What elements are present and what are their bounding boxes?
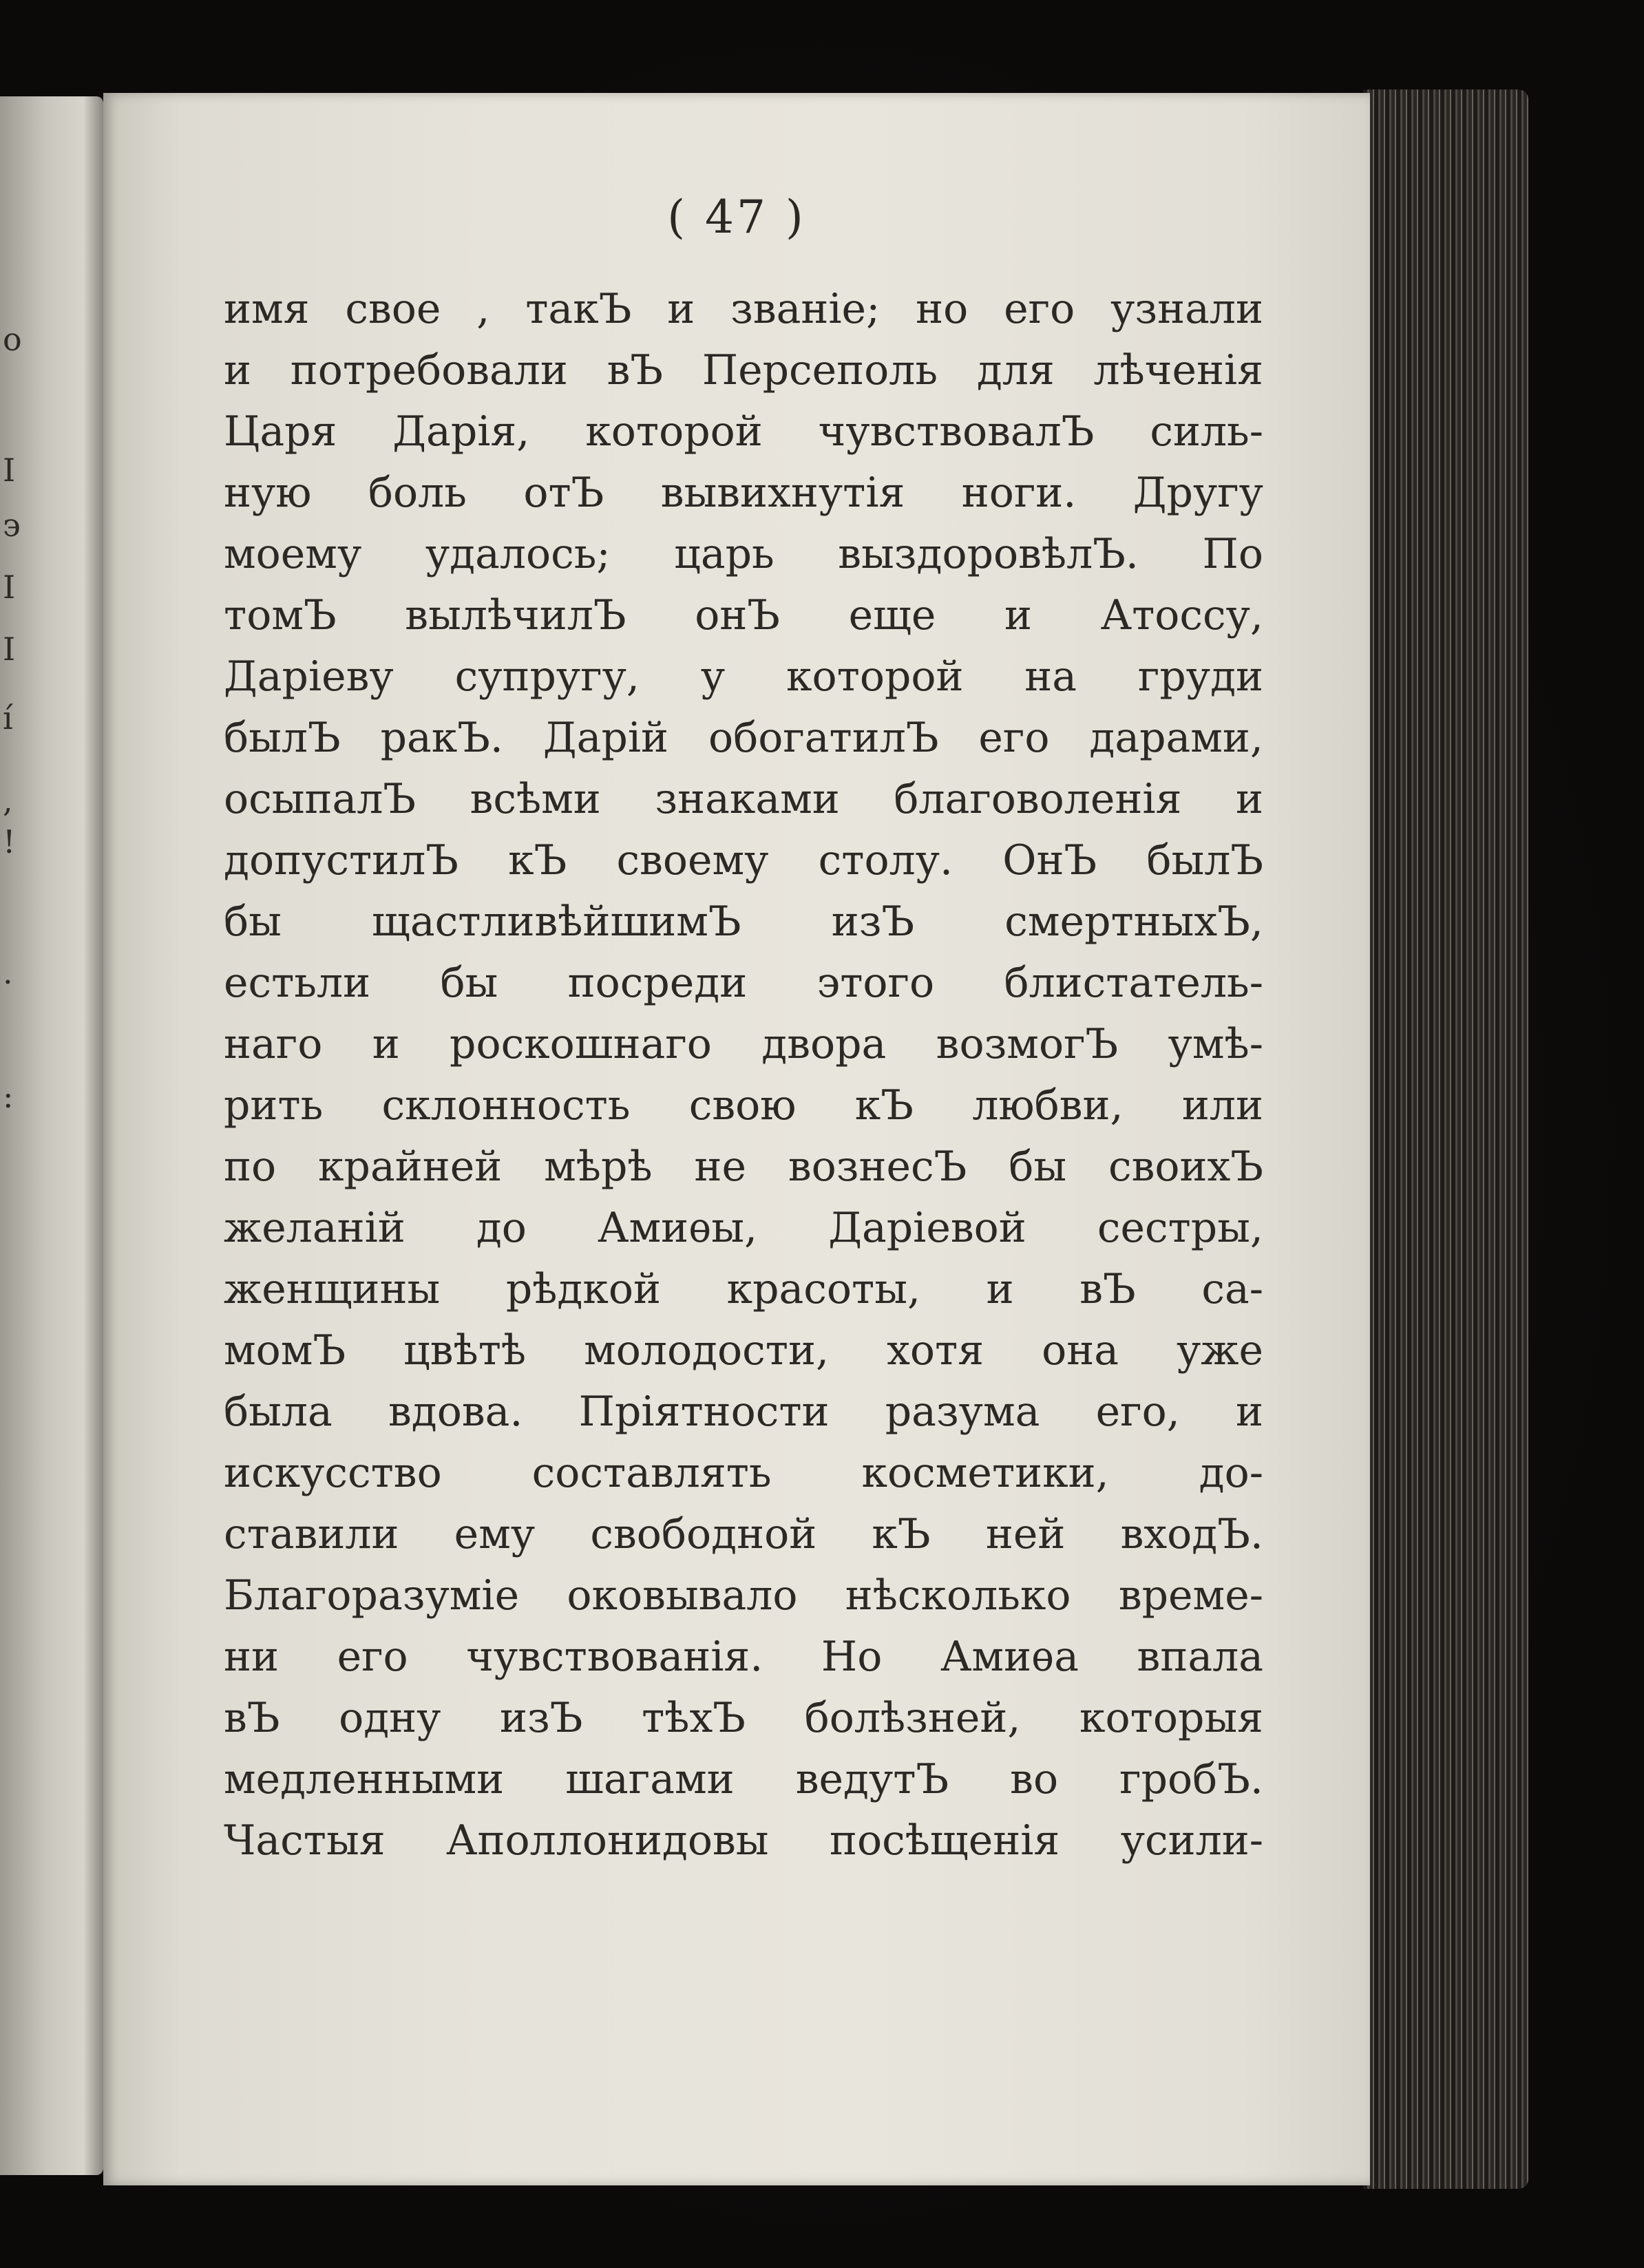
left-edge-char: ! <box>3 823 16 860</box>
left-edge-char: . <box>3 954 13 991</box>
left-edge-char: I <box>3 569 16 606</box>
text-line: Частыя Аполлонидовы посѣщенія усили- <box>224 1816 1263 1865</box>
text-line: медленными шагами ведутЪ во гробЪ. <box>224 1755 1263 1803</box>
text-line: наго и роскошнаго двора возмогЪ умѣ- <box>224 1020 1263 1068</box>
text-line: Благоразуміе оковывало нѣсколько време- <box>224 1571 1263 1620</box>
text-line: бы щастливѣйшимЪ изЪ смертныхЪ, <box>224 898 1263 946</box>
text-line: желаній до Амиѳы, Даріевой сестры, <box>224 1204 1263 1252</box>
text-line: имя свое , такЪ и званіе; но его узнали <box>224 285 1263 333</box>
text-line: по крайней мѣрѣ не вознесЪ бы своихЪ <box>224 1143 1263 1191</box>
text-line: томЪ вылѣчилЪ онЪ еще и Атоссу, <box>224 591 1263 639</box>
gutter-shadow <box>84 96 103 2175</box>
text-line: допустилЪ кЪ своему столу. ОнЪ былЪ <box>224 836 1263 884</box>
previous-page-text-fragments <box>0 96 28 2175</box>
page-text <box>224 279 1263 1872</box>
text-line: Даріеву супругу, у которой на груди <box>224 653 1263 701</box>
text-line: момЪ цвѣтѣ молодости, хотя она уже <box>224 1326 1263 1375</box>
left-edge-char: : <box>3 1078 14 1115</box>
text-line: ную боль отЪ вывихнутія ноги. Другу <box>224 469 1263 517</box>
left-edge-char: í <box>3 699 13 736</box>
text-line: вЪ одну изЪ тѣхЪ болѣзней, которыя <box>224 1694 1263 1742</box>
page-stack-edges <box>1363 89 1528 2189</box>
text-line: Царя Дарія, которой чувствовалЪ силь- <box>224 407 1263 456</box>
left-edge-char: э <box>3 507 21 544</box>
left-edge-char: о <box>3 321 22 358</box>
text-line: искусство составлять косметики, до- <box>224 1449 1263 1497</box>
text-line: ставили ему свободной кЪ ней входЪ. <box>224 1510 1263 1558</box>
text-line: рить склонность свою кЪ любви, или <box>224 1081 1263 1130</box>
text-line: ни его чувствованія. Но Амиѳа впала <box>224 1633 1263 1681</box>
text-line: и потребовали вЪ Персеполь для лѣченія <box>224 346 1263 394</box>
page-number: ( 47 ) <box>667 191 806 244</box>
book-page <box>103 93 1370 2185</box>
text-line: естьли бы посреди этого блистатель- <box>224 959 1263 1007</box>
text-line: женщины рѣдкой красоты, и вЪ са- <box>224 1265 1263 1313</box>
text-line: была вдова. Пріятности разума его, и <box>224 1388 1263 1436</box>
left-edge-char: , <box>3 782 13 819</box>
left-edge-char: I <box>3 452 16 489</box>
text-line: моему удалось; царь выздоровѣлЪ. По <box>224 530 1263 578</box>
previous-page-edge <box>0 96 103 2175</box>
text-line: осыпалЪ всѣми знаками благоволенія и <box>224 775 1263 823</box>
left-edge-char: I <box>3 630 16 668</box>
text-line: былЪ ракЪ. Дарій обогатилЪ его дарами, <box>224 714 1263 762</box>
